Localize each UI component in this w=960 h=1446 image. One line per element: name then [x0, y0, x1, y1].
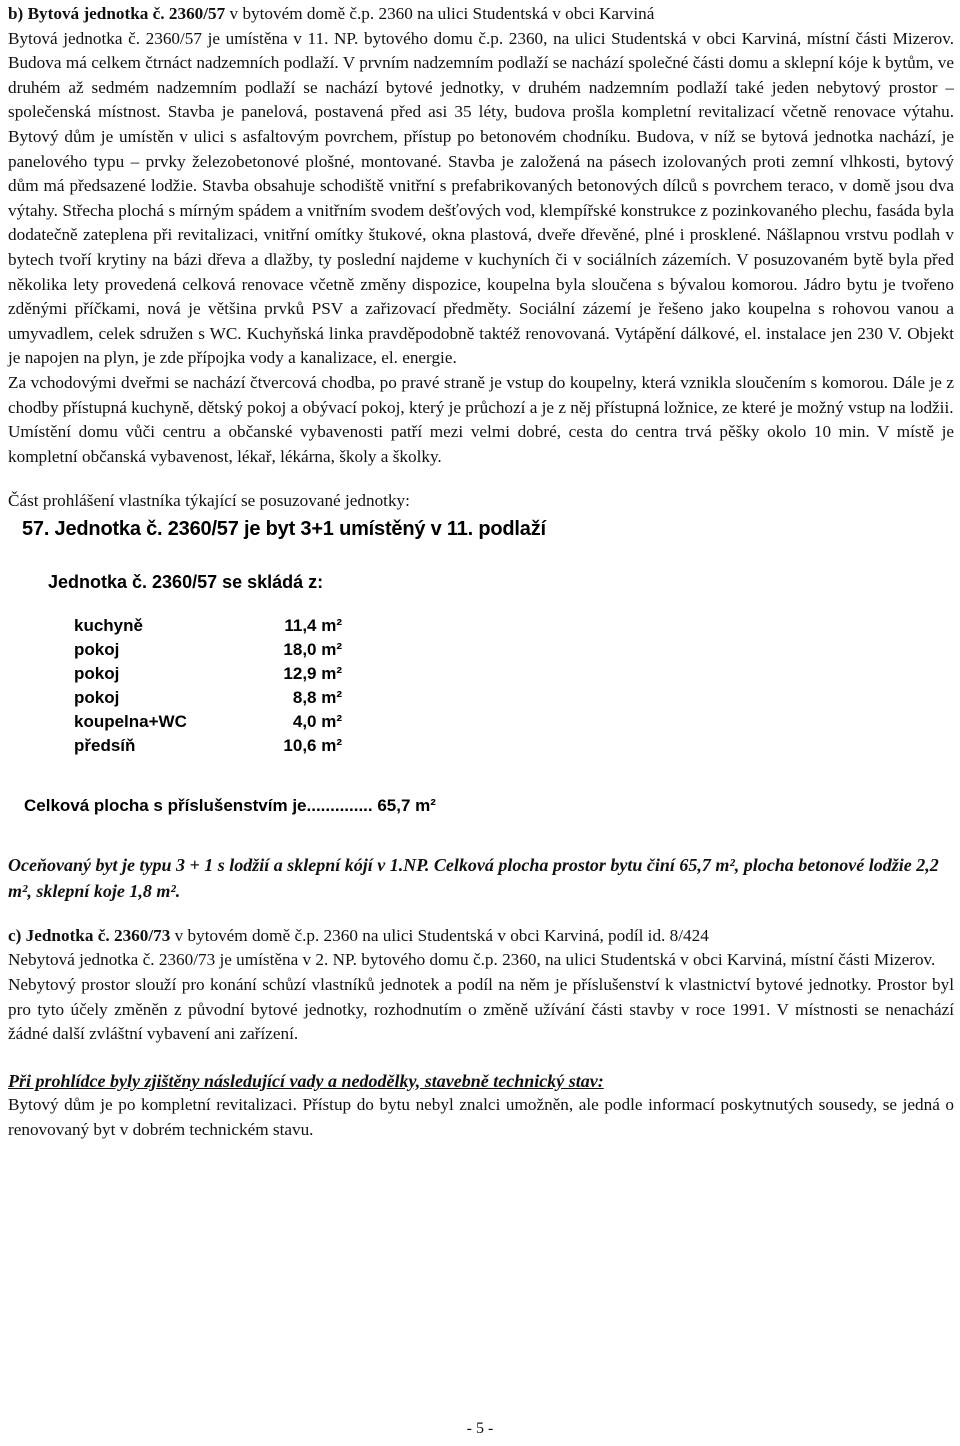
section-b-body-3: Umístění domu vůči centru a občanské vybavenosti patří mezi velmi dobré, cesta do centra trvá pěšky okolo 10 min. V místě je kompletní občanská vybavenost, lékař, lékárna, školy a školky.: [8, 422, 954, 466]
room-area: 18,0 m²: [283, 639, 342, 659]
section-c-body: Nebytová jednotka č. 2360/73 je umístěna v 2. NP. bytového domu č.p. 2360, na ulici Studentská v obci Karviná, místní části Mizerov.: [8, 950, 936, 970]
section-c-heading: c) Jednotka č. 2360/73: [8, 925, 171, 945]
spacer: [8, 818, 954, 852]
declaration-subtitle: Jednotka č. 2360/57 se skládá z:: [48, 571, 324, 592]
declaration-intro: Část prohlášení vlastníka týkající se posuzované jednotky:: [8, 491, 410, 511]
spacer: [8, 904, 954, 924]
defects-body: Bytový dům je po kompletní revitalizaci. Přístup do bytu nebyl znalci umožněn, ale podle informací poskytnutých sousedy, se jedná o renovovaný byt v dobrém technickém stavu.: [8, 1095, 954, 1140]
section-c-body-2: Nebytový prostor slouží pro konání schůzí vlastníků jednotek a podíl na něm je příslušenství k vlastnictví bytové jednotky. Prostor byl pro tyto účely změněn z původní bytové jednotky, rozhodnutím o změně užívání části stavby v roce 1991. V místnosti se nenachází žádné další zvláštní vybavení ani zařízení.: [8, 975, 954, 1044]
room-area: 10,6 m²: [283, 735, 342, 755]
defects-heading: Při prohlídce byly zjištěny následující vady a nedodělky, stavebně technický stav:: [8, 1070, 604, 1091]
summary-text: Oceňovaný byt je typu 3 + 1 s lodžií a sklepní kójí v 1.NP. Celková plocha prostor bytu činí 65,7 m², plocha betonové lodžie 2,2 m², sklepní koje 1,8 m².: [8, 854, 939, 901]
section-b-heading-rest: v bytovém domě č.p. 2360 na ulici Studentská v obci Karviná: [225, 4, 655, 23]
room-name: pokoj: [74, 663, 120, 683]
room-name: předsíň: [74, 735, 136, 755]
declaration-total: Celková plocha s příslušenstvím je.............. 65,7 m²: [24, 795, 436, 815]
spacer: [8, 1047, 954, 1069]
section-b-heading: b) Bytová jednotka č. 2360/57: [8, 4, 226, 23]
room-name: koupelna+WC: [74, 711, 187, 731]
declaration-scan: [8, 518, 548, 818]
section-b-body: Bytová jednotka č. 2360/57 je umístěna v 11. NP. bytového domu č.p. 2360, na ulici Studentská v obci Karviná, místní části Mizerov. Budova má celkem čtrnáct nadzemních podlaží. V prvním nadzemním podlaží se nachází společné části domu a sklepní kóje k bytům, ve druhém až sedmém nadzemním podlaží se nachází bytové jednotky, v druhém nadzemním podlaží také jeden nebytový prostor – společenská místnost. Stavba je panelová, postavená před asi 35 léty, budova prošla kompletní revitalizací včetně renovace výtahu. Bytový dům je umístěn v ulici s asfaltovým povrchem, přístup po betonovém chodníku. Budova, v níž se bytová jednotka nachází, je panelového typu – prvky železobetonové plošné, montované. Stavba je založená na pásech izolovaných proti zemní vlhkosti, bytový dům má předsazené lodžie. Stavba obsahuje schodiště vnitřní s prefabrikovaných betonových dílců s povrchem teraco, v domě jsou dva výtahy. Střecha plochá s mírným spádem a vnitřním svodem dešťových vod, klempířské konstrukce z pozinkovaného plechu, fasáda byla dodatečně zateplena při revitalizaci, vnitřní omítky štukové, okna plastová, dveře dřevěné, plné i prosklené. Nášlapnou vrstvu podlah v bytech tvoří krytiny na bázi dřeva a dlažby, ty poslední najdeme v kuchyních či v sociálních zázemích. V posuzovaném bytě byla před několika lety provedená celková renovace včetně změny dispozice, koupelna byla sloučena s bývalou komorou. Jádro bytu je tvořeno zděnými příčkami, nová je většina prvků PSV a zařizovací předměty. Sociální zázemí je řešeno jako koupelna s rohovou vanou a umyvadlem, celek sdružen s WC. Kuchyňská linka pravděpodobně taktéž renovovaná. Vytápění dálkové, el. instalace jen 230 V. Objekt je napojen na plyn, je zde přípojka vody a kanalizace, el. energie.: [8, 28, 954, 368]
section-b-body-2: Za vchodovými dveřmi se nachází čtvercová chodba, po pravé straně je vstup do koupelny, která vznikla sloučením s komorou. Dále je z chodby přístupná kuchyně, dětský pokoj a obývací pokoj, který je průchozí a je z něj přístupná ložnice, ze které je možný vstup na lodžii.: [8, 372, 954, 417]
room-name: kuchyně: [74, 615, 143, 635]
page-number: - 5 -: [466, 1420, 494, 1437]
room-area: 12,9 m²: [283, 663, 342, 683]
declaration-title: 57. Jednotka č. 2360/57 je byt 3+1 umístěný v 11. podlaží: [22, 517, 546, 540]
section-b-heading-line: [8, 2, 954, 27]
section-c-heading-rest: v bytovém domě č.p. 2360 na ulici Studentská v obci Karviná, podíl id. 8/424: [170, 925, 709, 945]
room-name: pokoj: [74, 639, 120, 659]
room-name: pokoj: [74, 687, 120, 707]
spacer: [8, 469, 954, 489]
document-page: [8, 2, 954, 1143]
room-area: 4,0 m²: [292, 711, 342, 731]
room-area: 8,8 m²: [292, 687, 342, 707]
room-area: 11,4 m²: [284, 615, 342, 635]
section-c-heading-line: [8, 924, 954, 949]
